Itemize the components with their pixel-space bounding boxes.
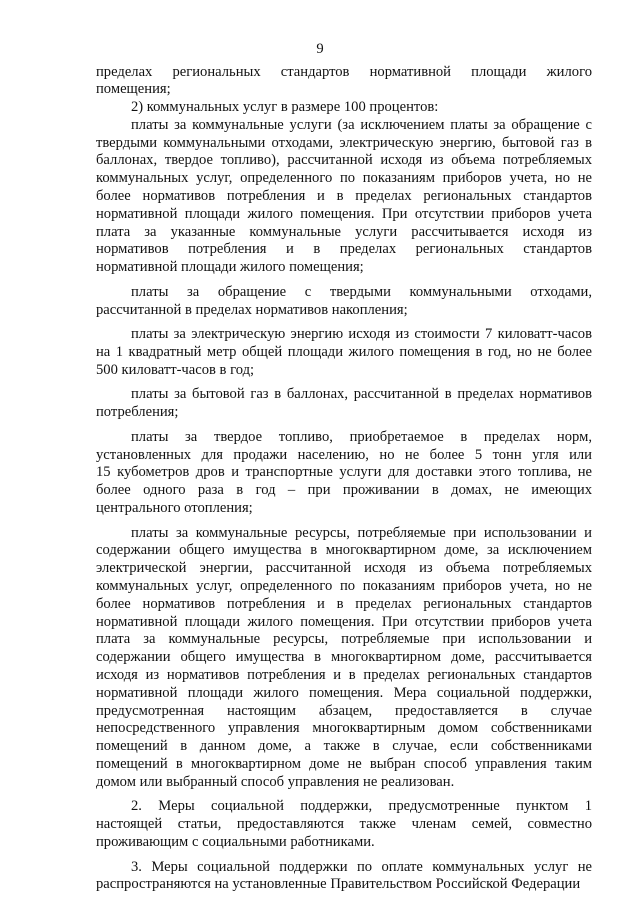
text-line: непосредственного управления многоквартирным домом собственниками (96, 720, 592, 737)
text-line: коммунальных услуг, определенного по показаниям приборов учета, но не (96, 578, 592, 594)
text-line: предусмотренная настоящим абзацем, предоставляется в случае (96, 702, 592, 719)
text-line: твердыми коммунальными отходами, электрическую энергию, бытовой газ в (96, 134, 592, 151)
text-line: баллонах, твердое топливо), рассчитанной исходя из объема потребляемых (96, 152, 592, 169)
text-line: плата за коммунальные ресурсы, потребляемые при использовании и (96, 631, 592, 648)
text-line: 2) коммунальных услуг в размере 100 процентов: (131, 99, 439, 116)
text-line: платы за обращение с твердыми коммунальными отходами, (131, 283, 592, 300)
text-line: 2. Меры социальной поддержки, предусмотренные пунктом 1 (131, 798, 592, 815)
text-line: платы за электрическую энергию исходя из стоимости 7 киловатт-часов (131, 326, 592, 343)
text-line: 3. Меры социальной поддержки по оплате коммунальных услуг не (131, 858, 592, 875)
text-line: помещений в данном доме, а также в случае, если собственниками (96, 738, 592, 755)
text-line: центрального отопления; (96, 500, 253, 517)
text-line: нормативной площади жилого помещения. При отсутствии приборов учета (96, 205, 592, 222)
text-line: настоящей статьи, предоставляются также членам семей, совместно (96, 816, 592, 833)
page-number: 9 (316, 41, 324, 57)
text-line: электрической энергии, рассчитанной исходя из объема потребляемых (96, 560, 592, 577)
text-line: помещения; (96, 81, 171, 98)
text-line: пределах региональных стандартов нормативной площади жилого (96, 63, 592, 80)
text-line: 15 кубометров дров и транспортные услуги для доставки этого топлива, не (96, 464, 592, 481)
text-line: плата за указанные коммунальные услуги рассчитывается исходя из (96, 223, 592, 240)
text-line: коммунальных услуг, определенного по показаниям приборов учета, но не (96, 170, 592, 187)
text-line: нормативной площади жилого помещения; (96, 259, 364, 276)
text-line: более одного раза в год – при проживании в домах, не имеющих (96, 482, 592, 499)
text-line: нормативов потребления и в пределах региональных стандартов (96, 241, 592, 258)
text-line: рассчитанной в пределах нормативов накопления; (96, 301, 408, 318)
paragraph (96, 326, 592, 379)
text-line: платы за коммунальные ресурсы, потребляемые при использовании и (131, 524, 592, 541)
text-line: более нормативов потребления и в пределах региональных стандартов (96, 188, 592, 205)
text-line: платы за коммунальные услуги (за исключением платы за обращение с (131, 116, 592, 133)
paragraph (96, 386, 592, 422)
text-line: нормативной площади жилого помещения. Мера социальной поддержки, (96, 684, 592, 701)
text-line: проживающим с социальными работниками. (96, 833, 375, 850)
text-line: домом или выбранный способ управления не реализован. (96, 773, 455, 790)
text-line: нормативной площади жилого помещения. При отсутствии приборов учета (96, 613, 592, 630)
paragraph (96, 859, 592, 895)
text-line: содержании общего имущества в многоквартирном доме, за исключением (96, 542, 592, 559)
text-line: помещений в многоквартирном доме не выбран способ управления таким (96, 755, 592, 772)
paragraph (96, 798, 592, 851)
text-line: потребления; (96, 404, 179, 421)
text-line: распространяются на установленные Правительством Российской Федерации (96, 876, 581, 893)
text-line: на 1 квадратный метр общей площади жилого помещения в год, но не более (96, 344, 592, 361)
paragraph (96, 117, 592, 277)
text-line: установленных для продажи населению, но не более 5 тонн угля или (96, 446, 592, 463)
paragraph (96, 429, 592, 518)
document-body (96, 64, 592, 895)
paragraph (96, 64, 592, 100)
text-line: более нормативов потребления и в пределах региональных стандартов (96, 595, 592, 612)
text-line: платы за твердое топливо, приобретаемое в пределах норм, (131, 428, 592, 445)
text-line: исходя из нормативов потребления и в пределах региональных стандартов (96, 666, 592, 683)
paragraph (96, 284, 592, 320)
paragraph (96, 99, 592, 117)
text-line: 500 киловатт-часов в год; (96, 361, 255, 378)
text-line: платы за бытовой газ в баллонах, рассчитанной в пределах нормативов (131, 386, 592, 403)
text-line: содержании общего имущества в многоквартирном доме, рассчитывается (96, 649, 592, 666)
paragraph (96, 525, 592, 792)
